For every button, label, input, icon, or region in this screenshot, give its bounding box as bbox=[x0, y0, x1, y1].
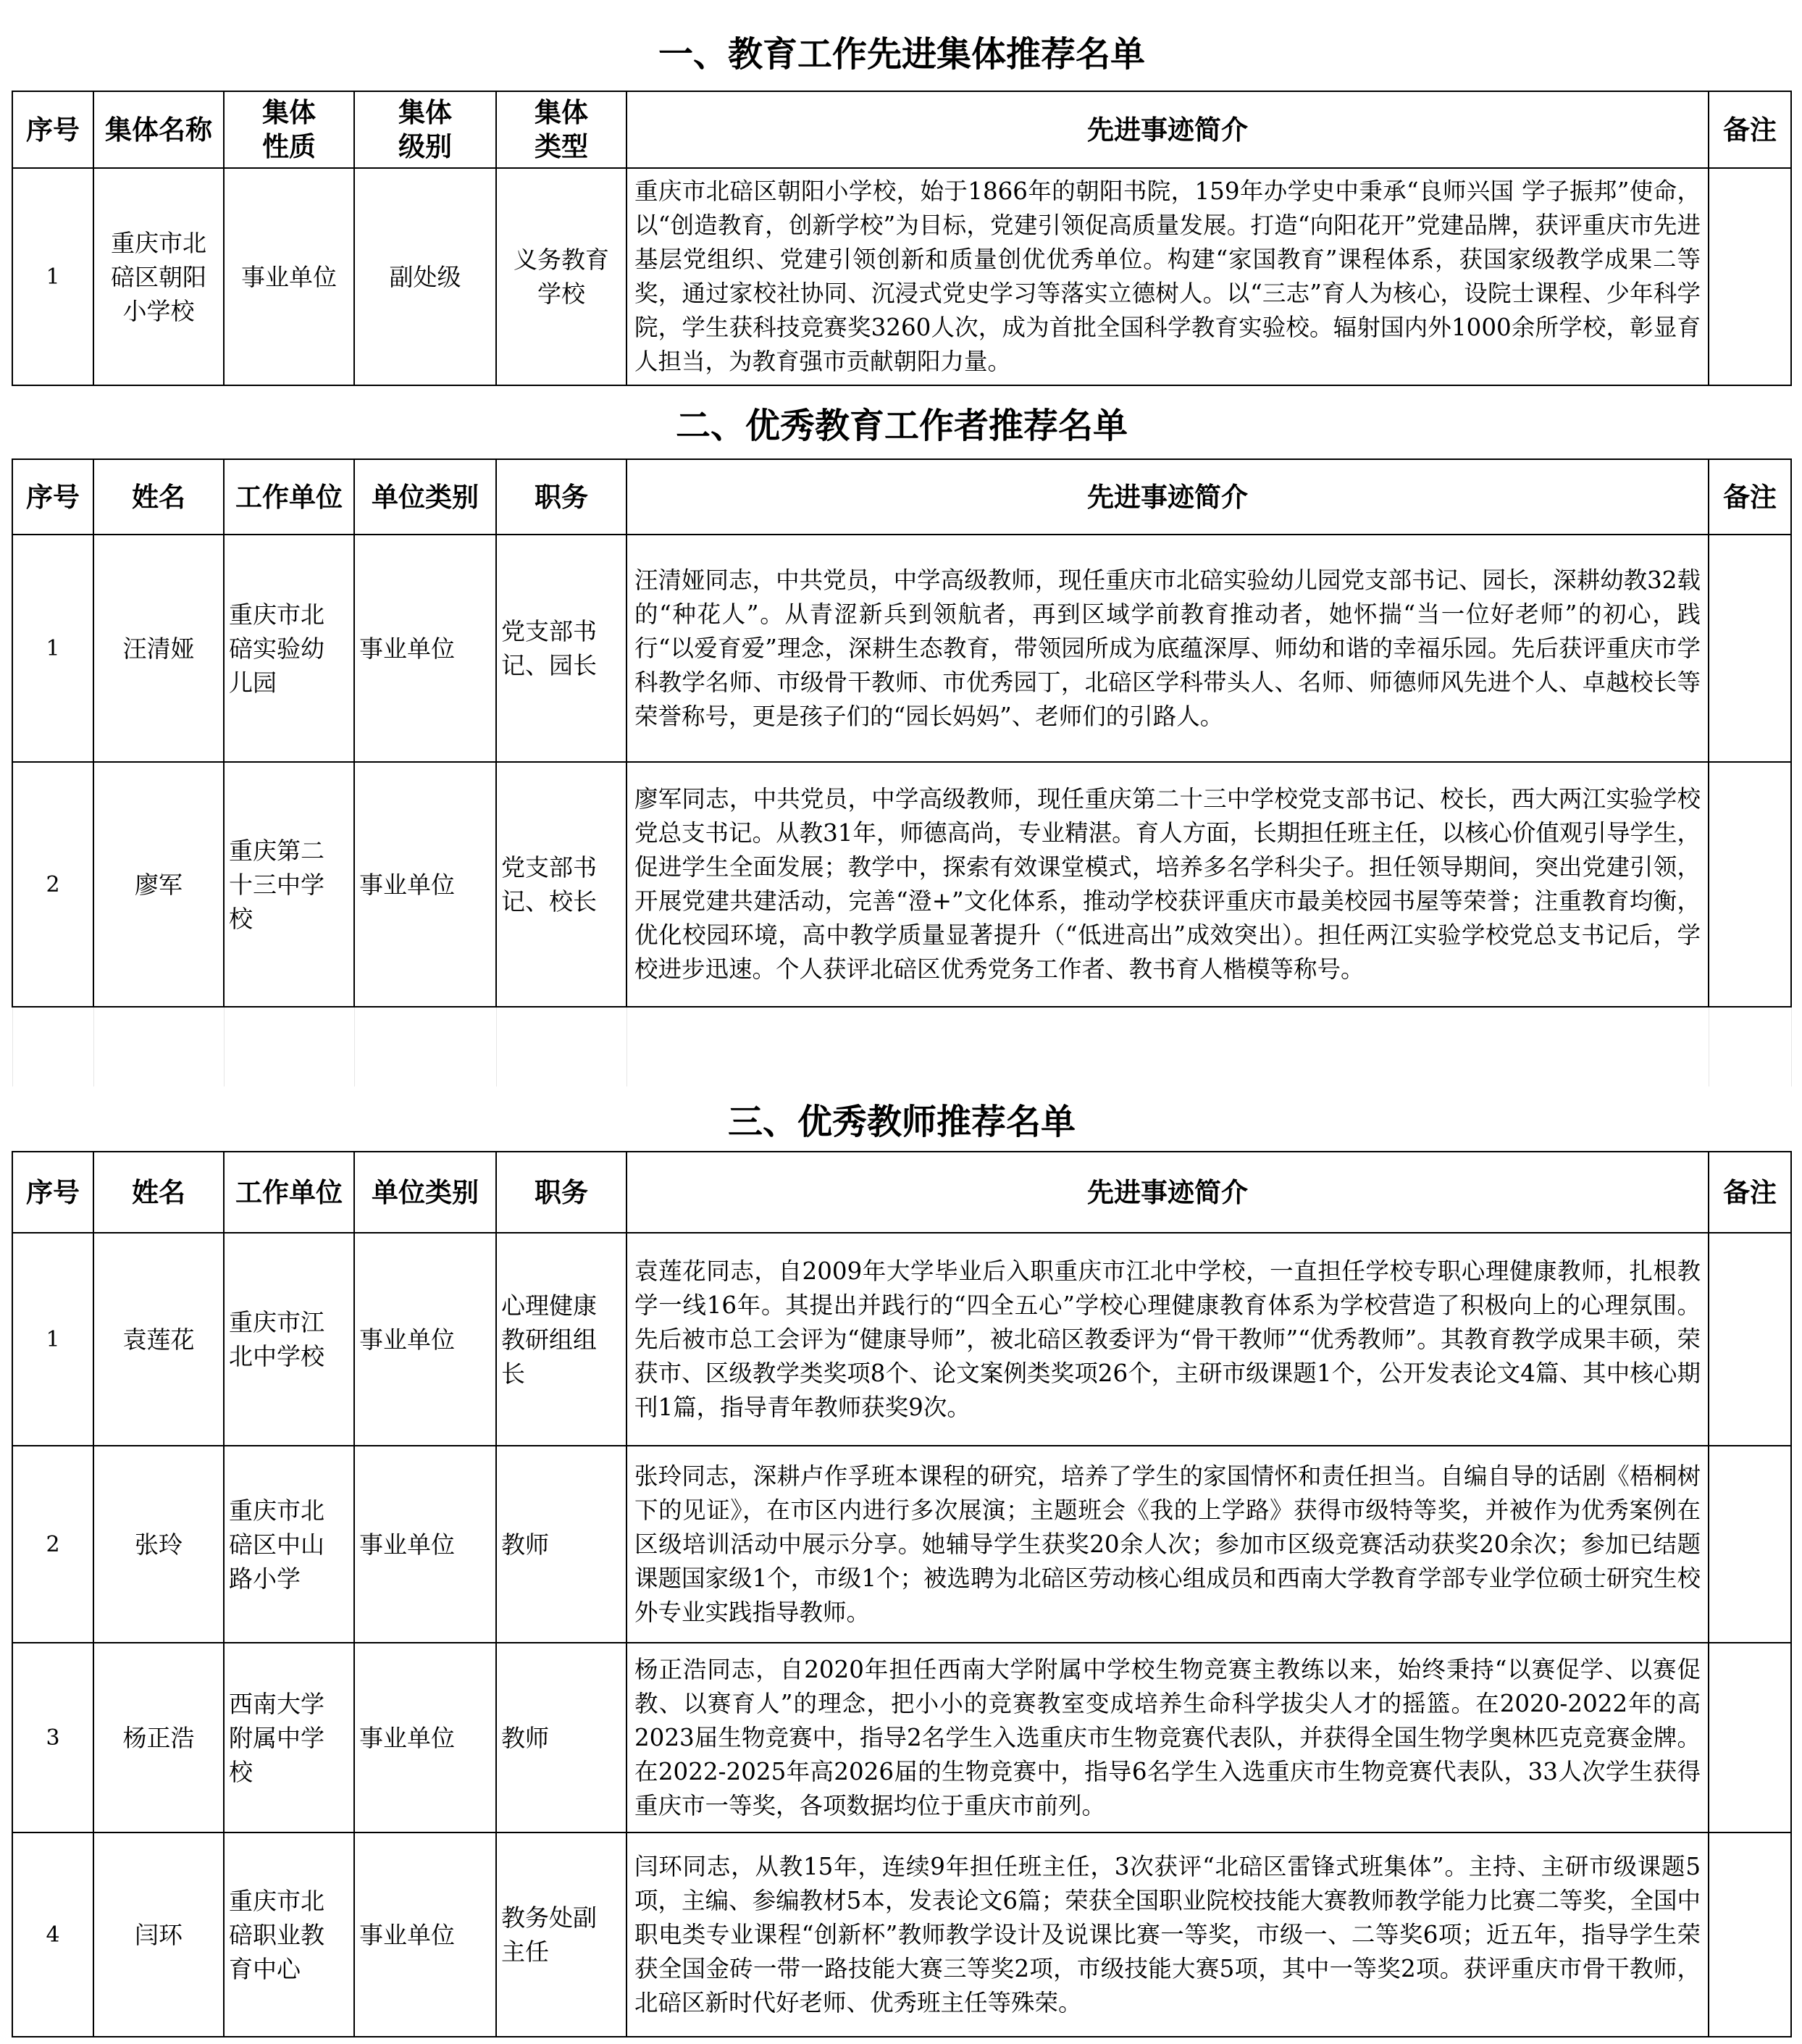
row-post: 心理健康教研组组长 bbox=[496, 1233, 626, 1446]
header-post: 职务 bbox=[496, 1152, 626, 1233]
row-seq: 1 bbox=[12, 168, 93, 385]
section3-title: 三、优秀教师推荐名单 bbox=[728, 1102, 1076, 1142]
row-remark bbox=[1709, 1233, 1791, 1446]
row-work-unit: 重庆第二十三中学校 bbox=[224, 762, 354, 1007]
header-deeds: 先进事迹简介 bbox=[626, 459, 1709, 535]
header-work-unit: 工作单位 bbox=[224, 459, 354, 535]
header-name: 姓名 bbox=[93, 459, 224, 535]
row-remark bbox=[1709, 762, 1791, 1007]
row-work-unit: 重庆市北碚实验幼儿园 bbox=[224, 535, 354, 762]
row-seq: 1 bbox=[12, 1233, 93, 1446]
row-seq: 3 bbox=[12, 1643, 93, 1833]
header-collective-type: 集体类型 bbox=[496, 91, 626, 168]
row-collective-nature: 事业单位 bbox=[224, 168, 354, 385]
row-name: 杨正浩 bbox=[93, 1643, 224, 1833]
row-seq: 2 bbox=[12, 762, 93, 1007]
row-name: 闫环 bbox=[93, 1833, 224, 2037]
table-row bbox=[12, 1643, 1791, 1833]
row-collective-level: 副处级 bbox=[354, 168, 496, 385]
section2-title-row bbox=[12, 385, 1791, 459]
header-collective-name: 集体名称 bbox=[93, 91, 224, 168]
row-deeds: 汪清娅同志，中共党员，中学高级教师，现任重庆市北碚实验幼儿园党支部书记、园长，深耕幼教32载的“种花人”。从青涩新兵到领航者，再到区域学前教育推动者，她怀揣“当一位好老师”的初心，践行“以爱育爱”理念，深耕生态教育，带领园所成为底蕴深厚、师幼和谐的幸福乐园。先后获评重庆市学科教学名师、市级骨干教师、市优秀园丁，北碚区学科带头人、名师、师德师风先进个人、卓越校长等荣誉称号，更是孩子们的“园长妈妈”、老师们的引路人。 bbox=[626, 535, 1709, 762]
section3-title-row bbox=[12, 1086, 1791, 1152]
header-seq: 序号 bbox=[12, 1152, 93, 1233]
section1-title: 一、教育工作先进集体推荐名单 bbox=[12, 12, 1791, 91]
header-remark: 备注 bbox=[1709, 459, 1791, 535]
row-name: 汪清娅 bbox=[93, 535, 224, 762]
table-row bbox=[12, 1833, 1791, 2037]
header-collective-nature: 集体性质 bbox=[224, 91, 354, 168]
row-unit-category: 事业单位 bbox=[354, 535, 496, 762]
row-name: 袁莲花 bbox=[93, 1233, 224, 1446]
row-post: 教务处副主任 bbox=[496, 1833, 626, 2037]
recommendation-table bbox=[12, 12, 1792, 2037]
table-row bbox=[12, 168, 1791, 385]
header-post: 职务 bbox=[496, 459, 626, 535]
row-remark bbox=[1709, 1446, 1791, 1643]
row-work-unit: 重庆市北碚区中山路小学 bbox=[224, 1446, 354, 1643]
header-unit-category: 单位类别 bbox=[354, 459, 496, 535]
header-seq: 序号 bbox=[12, 459, 93, 535]
row-deeds: 重庆市北碚区朝阳小学校，始于1866年的朝阳书院，159年办学史中秉承“良师兴国 学子振邦”使命，以“创造教育，创新学校”为目标，党建引领促高质量发展。打造“向阳花开”党建品牌，获评重庆市先进基层党组织、党建引领创新和质量创优优秀单位。构建“家国教育”课程体系，获国家级教学成果二等奖，通过家校社协同、沉浸式党史学习等落实立德树人。以“三志”育人为核心，设院士课程、少年科学院，学生获科技竞赛奖3260人次，成为首批全国科学教育实验校。辐射国内外1000余所学校，彰显育人担当，为教育强市贡献朝阳力量。 bbox=[626, 168, 1709, 385]
row-name: 廖军 bbox=[93, 762, 224, 1007]
section1-title-row bbox=[12, 12, 1791, 91]
section2-title: 二、优秀教育工作者推荐名单 bbox=[12, 385, 1791, 459]
document-page bbox=[12, 12, 1790, 2037]
section3-header-row bbox=[12, 1152, 1791, 1233]
row-collective-type: 义务教育学校 bbox=[496, 168, 626, 385]
header-collective-level: 集体级别 bbox=[354, 91, 496, 168]
row-work-unit: 西南大学附属中学校 bbox=[224, 1643, 354, 1833]
row-post: 党支部书记、园长 bbox=[496, 535, 626, 762]
header-remark: 备注 bbox=[1709, 1152, 1791, 1233]
row-deeds: 杨正浩同志，自2020年担任西南大学附属中学校生物竞赛主教练以来，始终秉持“以赛促学、以赛促教、以赛育人”的理念，把小小的竞赛教室变成培养生命科学拔尖人才的摇篮。在2020-2022年的高2023届生物竞赛中，指导2名学生入选重庆市生物竞赛代表队，并获得全国生物学奥林匹克竞赛金牌。在2022-2025年高2026届的生物竞赛中，指导6名学生入选重庆市生物竞赛代表队，33人次学生获得重庆市一等奖，各项数据均位于重庆市前列。 bbox=[626, 1643, 1709, 1833]
row-deeds: 廖军同志，中共党员，中学高级教师，现任重庆第二十三中学校党支部书记、校长，西大两江实验学校党总支书记。从教31年，师德高尚，专业精湛。育人方面，长期担任班主任，以核心价值观引导学生，促进学生全面发展；教学中，探索有效课堂模式，培养多名学科尖子。担任领导期间，突出党建引领，开展党建共建活动，完善“澄+”文化体系，推动学校获评重庆市最美校园书屋等荣誉；注重教育均衡，优化校园环境，高中教学质量显著提升（“低进高出”成效突出）。担任两江实验学校党总支书记后，学校进步迅速。个人获评北碚区优秀党务工作者、教书育人楷模等称号。 bbox=[626, 762, 1709, 1007]
row-unit-category: 事业单位 bbox=[354, 762, 496, 1007]
row-post: 教师 bbox=[496, 1643, 626, 1833]
section2-header-row bbox=[12, 459, 1791, 535]
table-row bbox=[12, 1233, 1791, 1446]
table-row bbox=[12, 535, 1791, 762]
header-deeds: 先进事迹简介 bbox=[626, 1152, 1709, 1233]
row-deeds: 张玲同志，深耕卢作孚班本课程的研究，培养了学生的家国情怀和责任担当。自编自导的话剧《梧桐树下的见证》，在市区内进行多次展演；主题班会《我的上学路》获得市级特等奖，并被作为优秀案例在区级培训活动中展示分享。她辅导学生获奖20余人次；参加市区级竞赛活动获奖20余次；参加已结题课题国家级1个，市级1个；被选聘为北碚区劳动核心组成员和西南大学教育学部专业学位硕士研究生校外专业实践指导教师。 bbox=[626, 1446, 1709, 1643]
header-seq: 序号 bbox=[12, 91, 93, 168]
header-deeds: 先进事迹简介 bbox=[626, 91, 1709, 168]
row-post: 教师 bbox=[496, 1446, 626, 1643]
row-unit-category: 事业单位 bbox=[354, 1833, 496, 2037]
table-row bbox=[12, 1446, 1791, 1643]
row-deeds: 袁莲花同志，自2009年大学毕业后入职重庆市江北中学校，一直担任学校专职心理健康教师，扎根教学一线16年。其提出并践行的“四全五心”学校心理健康教育体系为学校营造了积极向上的心理氛围。先后被市总工会评为“健康导师”，被北碚区教委评为“骨干教师”“优秀教师”。其教育教学成果丰硕，荣获市、区级教学类奖项8个、论文案例类奖项26个，主研市级课题1个，公开发表论文4篇、其中核心期刊1篇，指导青年教师获奖9次。 bbox=[626, 1233, 1709, 1446]
row-unit-category: 事业单位 bbox=[354, 1233, 496, 1446]
row-unit-category: 事业单位 bbox=[354, 1446, 496, 1643]
row-remark bbox=[1709, 168, 1791, 385]
header-unit-category: 单位类别 bbox=[354, 1152, 496, 1233]
table-row bbox=[12, 762, 1791, 1007]
spacer-row bbox=[12, 1007, 1791, 1086]
row-collective-name: 重庆市北碚区朝阳小学校 bbox=[93, 168, 224, 385]
row-work-unit: 重庆市北碚职业教育中心 bbox=[224, 1833, 354, 2037]
row-post: 党支部书记、校长 bbox=[496, 762, 626, 1007]
header-remark: 备注 bbox=[1709, 91, 1791, 168]
header-name: 姓名 bbox=[93, 1152, 224, 1233]
row-remark bbox=[1709, 1833, 1791, 2037]
row-seq: 1 bbox=[12, 535, 93, 762]
row-remark bbox=[1709, 1643, 1791, 1833]
row-work-unit: 重庆市江北中学校 bbox=[224, 1233, 354, 1446]
row-seq: 4 bbox=[12, 1833, 93, 2037]
row-seq: 2 bbox=[12, 1446, 93, 1643]
row-unit-category: 事业单位 bbox=[354, 1643, 496, 1833]
row-name: 张玲 bbox=[93, 1446, 224, 1643]
row-deeds: 闫环同志，从教15年，连续9年担任班主任，3次获评“北碚区雷锋式班集体”。主持、主研市级课题5项，主编、参编教材5本，发表论文6篇；荣获全国职业院校技能大赛教师教学能力比赛二等奖，全国中职电类专业课程“创新杯”教师教学设计及说课比赛一等奖，市级一、二等奖6项；近五年，指导学生荣获全国金砖一带一路技能大赛三等奖2项，市级技能大赛5项，其中一等奖2项。获评重庆市骨干教师，北碚区新时代好老师、优秀班主任等殊荣。 bbox=[626, 1833, 1709, 2037]
section1-header-row bbox=[12, 91, 1791, 168]
row-remark bbox=[1709, 535, 1791, 762]
header-work-unit: 工作单位 bbox=[224, 1152, 354, 1233]
